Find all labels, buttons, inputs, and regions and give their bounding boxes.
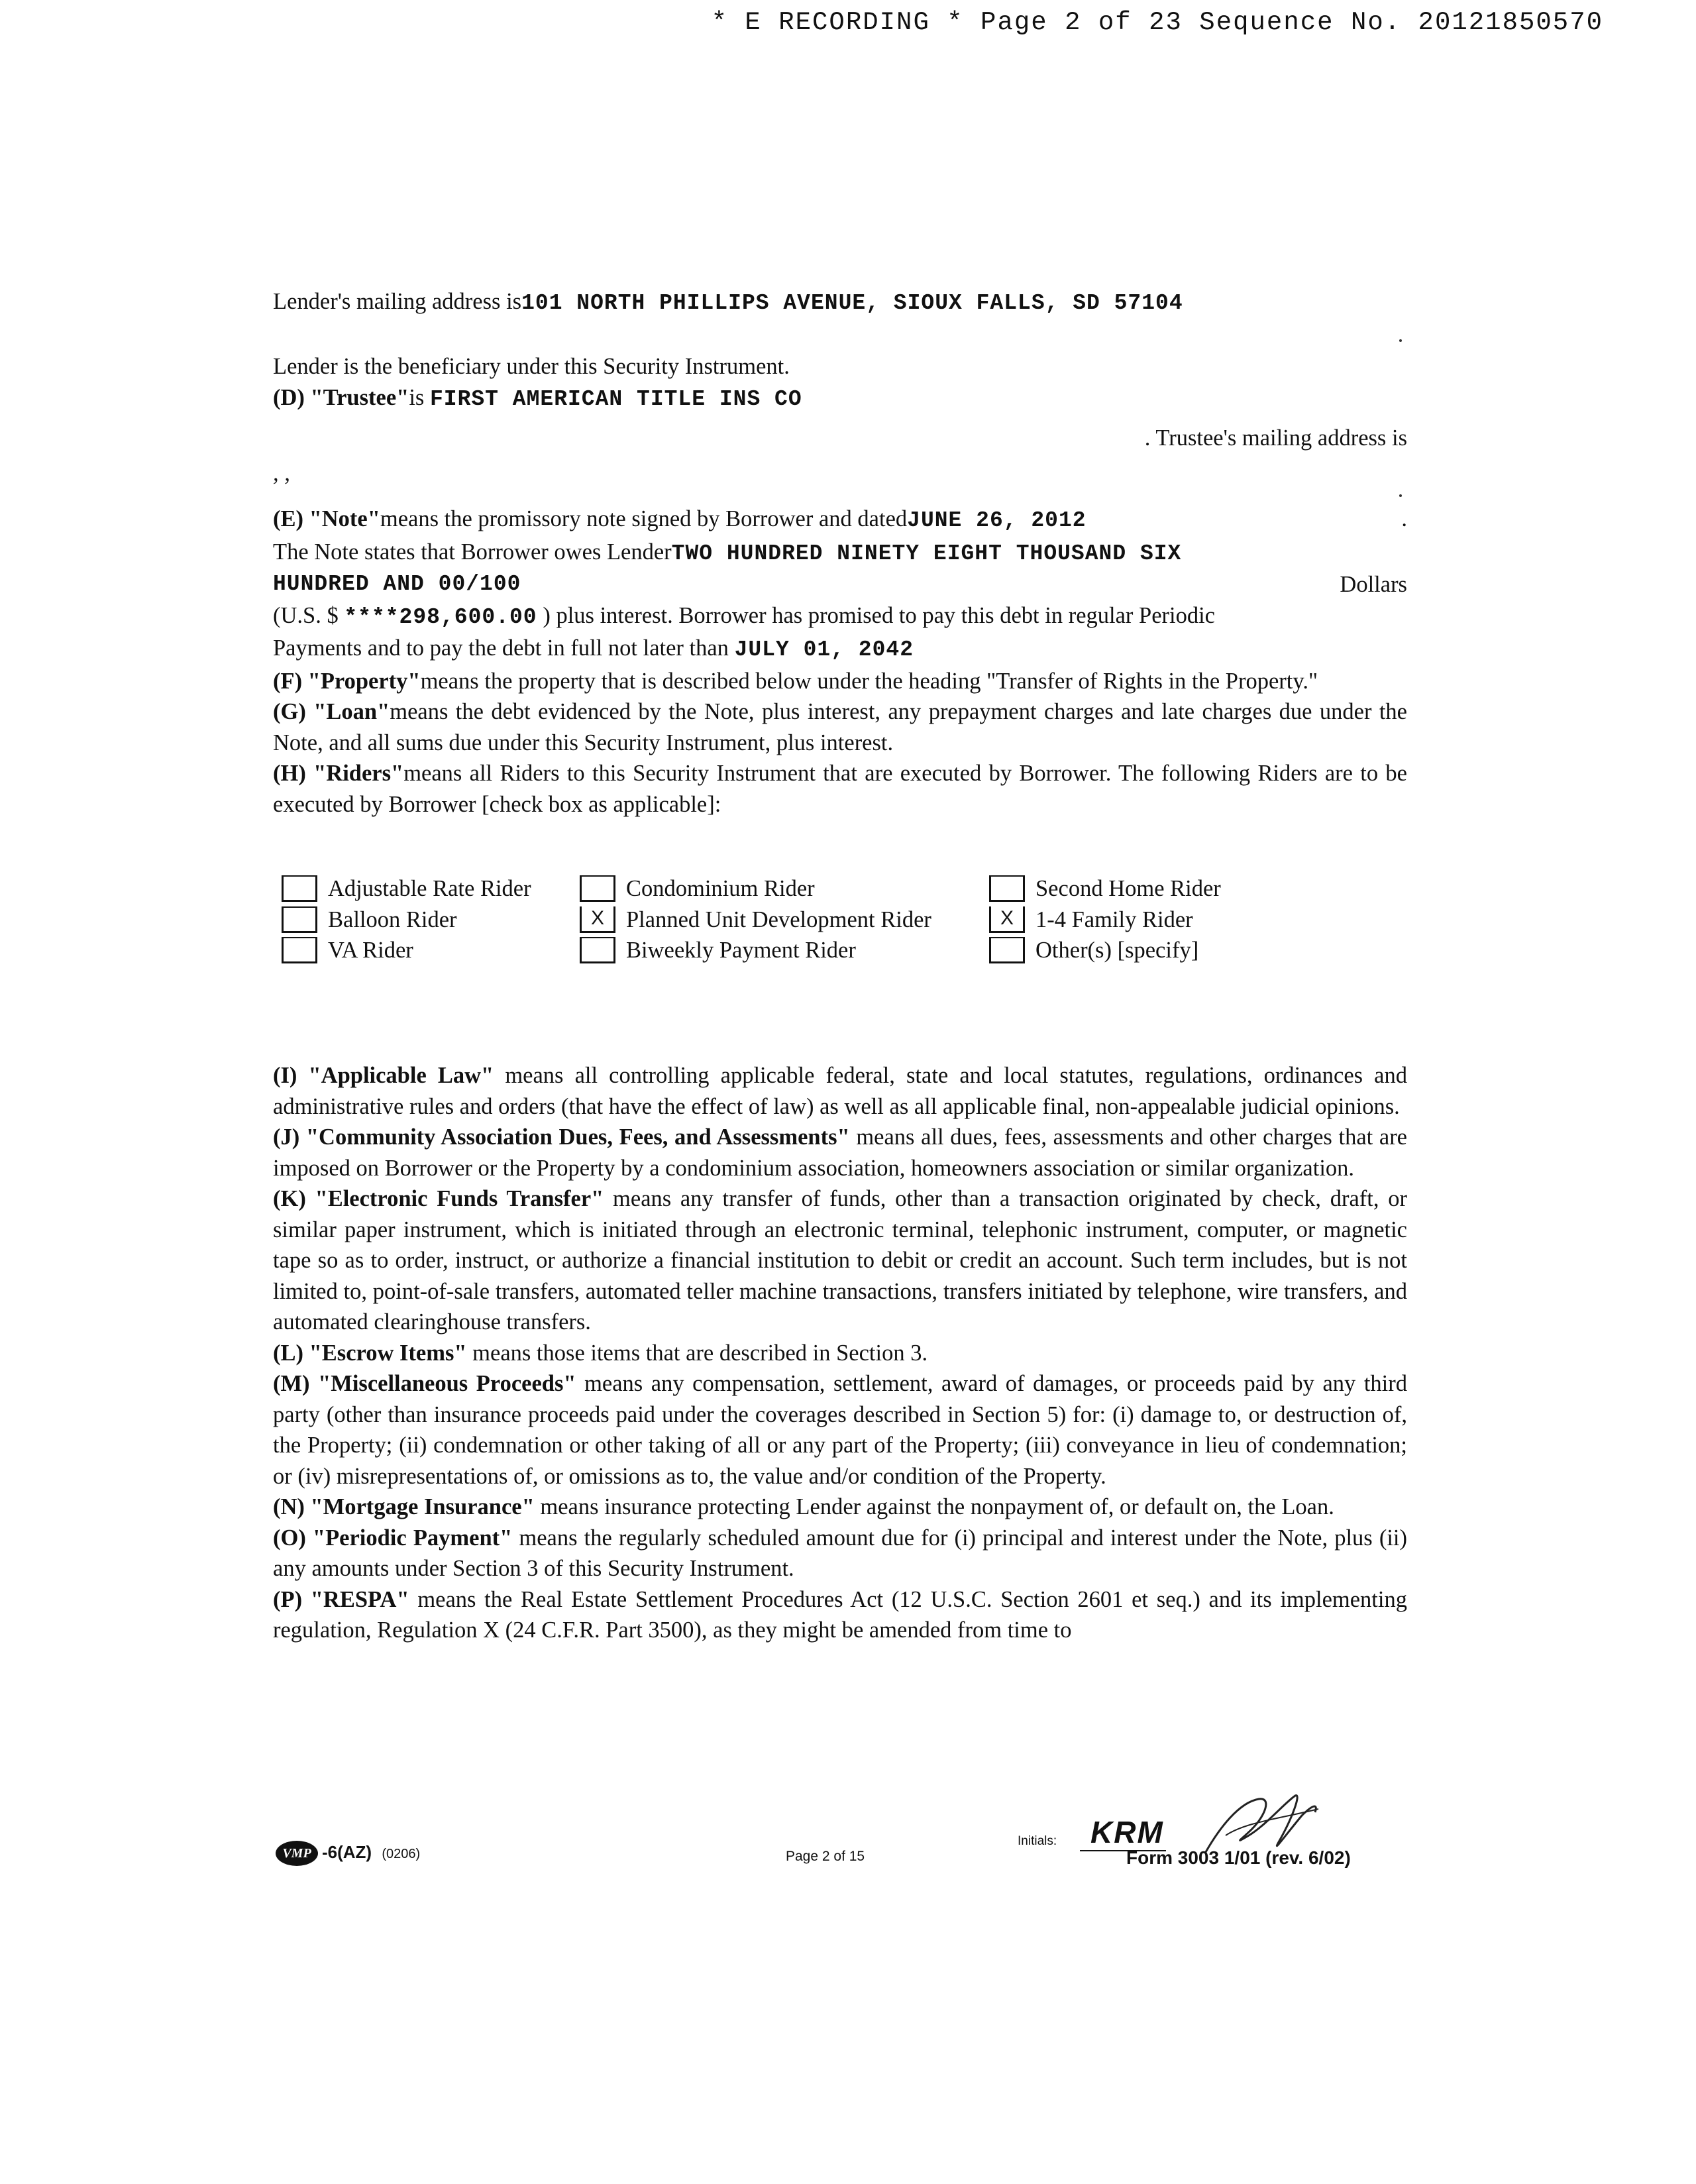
rider-checkbox[interactable]: [282, 875, 317, 902]
definition-label: (I) "Applicable Law": [273, 1063, 494, 1088]
rider-1-4-family[interactable]: [989, 904, 1221, 936]
definition-label: (J) "Community Association Dues, Fees, and Assessments": [273, 1124, 850, 1150]
form-date: (0206): [382, 1847, 421, 1861]
definition-community-association-dues: [273, 1122, 1407, 1183]
riders-column-3: [989, 873, 1221, 966]
definition-label: (L) "Escrow Items": [273, 1340, 467, 1366]
rider-biweekly-payment[interactable]: [580, 935, 931, 966]
note-text-2: The Note states that Borrower owes Lender: [273, 539, 672, 565]
rider-planned-unit-development[interactable]: [580, 904, 931, 936]
note-amount: ****298,600.00: [344, 604, 537, 629]
loan-label: (G) "Loan": [273, 699, 390, 724]
definition-text: means the regularly scheduled amount due for (i) principal and interest under the Note, plus (ii) any amounts under Section 3 of this Security Instrument.: [273, 1525, 1407, 1581]
note-line-2: [273, 537, 1407, 570]
riders-label: (H) "Riders": [273, 761, 404, 786]
lender-section: [273, 286, 1407, 319]
definition-label: (N) "Mortgage Insurance": [273, 1494, 535, 1519]
vmp-logo: VMP: [276, 1841, 318, 1866]
definition-riders: [273, 758, 1407, 820]
trustee-label: (D) "Trustee": [273, 384, 409, 410]
definition-property: [273, 666, 1407, 697]
definition-escrow-items: [273, 1338, 1407, 1369]
note-dollars: Dollars: [1340, 572, 1407, 597]
property-text: means the property that is described below under the heading "Transfer of Rights in the Property.": [420, 668, 1318, 694]
note-label: (E) "Note": [273, 506, 380, 531]
definition-text: means the Real Estate Settlement Procedures Act (12 U.S.C. Section 2601 et seq.) and its implementing regulation, Regulation X (24 C.F.R. Part 3500), as they might be amended from time to: [273, 1586, 1407, 1643]
definition-text: means insurance protecting Lender against the nonpayment of, or default on, the Loan.: [534, 1494, 1334, 1519]
form-number: Form 3003 1/01 (rev. 6/02): [1126, 1847, 1351, 1868]
definition-text: means those items that are described in Section 3.: [466, 1340, 928, 1366]
riders-text: means all Riders to this Security Instrument that are executed by Borrower. The following Riders are to be executed by Borrower [check box as applicable]:: [273, 761, 1407, 817]
note-line-5: [273, 633, 1407, 666]
rider-checkbox[interactable]: X: [989, 906, 1025, 933]
rider-checkbox[interactable]: [989, 875, 1025, 902]
recording-header: * E RECORDING * Page 2 of 23 Sequence No. 20121850570: [711, 8, 1603, 37]
rider-checkbox[interactable]: [580, 937, 615, 963]
rider-label: Condominium Rider: [626, 876, 815, 901]
rider-checkbox[interactable]: [989, 937, 1025, 963]
rider-adjustable-rate[interactable]: [282, 873, 531, 904]
rider-condominium[interactable]: [580, 873, 931, 904]
trustee-mailing-label: . Trustee's mailing address is: [1144, 425, 1407, 451]
rider-checkbox[interactable]: [580, 875, 615, 902]
definition-label: (K) "Electronic Funds Transfer": [273, 1186, 604, 1211]
note-period: .: [1401, 506, 1407, 531]
definitions-list: [273, 1060, 1407, 1646]
note-amount-words-1: TWO HUNDRED NINETY EIGHT THOUSAND SIX: [671, 541, 1182, 566]
definition-loan: [273, 696, 1407, 758]
note-text-4: Payments and to pay the debt in full not later than: [273, 635, 729, 661]
rider-label: VA Rider: [328, 938, 413, 963]
trustee-is: is: [409, 384, 425, 410]
fill-dot: [1399, 494, 1402, 497]
riders-column-2: [580, 873, 931, 966]
lender-beneficiary: Lender is the beneficiary under this Security Instrument.: [273, 354, 790, 379]
note-section: [273, 504, 1407, 820]
rider-second-home[interactable]: [989, 873, 1221, 904]
rider-label: Second Home Rider: [1035, 876, 1221, 901]
rider-label: Other(s) [specify]: [1035, 938, 1199, 963]
loan-text: means the debt evidenced by the Note, plus interest, any prepayment charges and late charges due under the Note, and all sums due under this Security Instrument, plus interest.: [273, 699, 1407, 755]
initials-label: Initials:: [1018, 1834, 1057, 1848]
lender-address-value: 101 NORTH PHILLIPS AVENUE, SIOUX FALLS, SD 57104: [521, 291, 1183, 315]
rider-va[interactable]: [282, 935, 531, 966]
rider-balloon[interactable]: [282, 904, 531, 936]
trustee-mailing-value: , ,: [273, 460, 290, 486]
definition-periodic-payment: [273, 1523, 1407, 1584]
definition-applicable-law: [273, 1060, 1407, 1122]
trustee-line: [273, 382, 1407, 415]
lender-address-label: Lender's mailing address is: [273, 289, 522, 314]
rider-label: Balloon Rider: [328, 906, 457, 932]
definition-respa: [273, 1584, 1407, 1646]
rider-checkbox[interactable]: [282, 937, 317, 963]
note-maturity: JULY 01, 2042: [734, 637, 914, 662]
definition-text: means any transfer of funds, other than a transaction originated by check, draft, or similar paper instrument, which is initiated through an electronic terminal, telephonic instrument, computer, or magnetic tape so as to order, instruct, or authorize a financial institution to debit or credit an account. Such term includes, but is not limited to, point-of-sale transfers, automated teller machine transactions, transfers initiated by telephone, wire transfers, and automated clearinghouse transfers.: [273, 1186, 1407, 1335]
definition-electronic-funds-transfer: [273, 1183, 1407, 1338]
riders-column-1: [282, 873, 531, 966]
fill-dot: [1399, 339, 1402, 342]
note-us-prefix: (U.S. $: [273, 602, 339, 628]
form-code-line: [322, 1842, 420, 1863]
note-date: JUNE 26, 2012: [907, 508, 1086, 533]
note-text-3: ) plus interest. Borrower has promised to pay this debt in regular Periodic: [543, 602, 1215, 628]
definition-text: means any compensation, settlement, award of damages, or proceeds paid by any third party (other than insurance proceeds paid under the coverages described in Section 5) for: (i) damage to, or destruction of, the Property; (ii) condemnation or other taking of all or any part of the Property; (iii) conveyance in lieu of condemnation; or (iv) misrepresentations of, or omissions as to, the value and/or condition of the Property.: [273, 1371, 1407, 1489]
definition-text: means all dues, fees, assessments and other charges that are imposed on Borrower or the Property by a condominium association, homeowners association or similar organization.: [273, 1124, 1407, 1181]
note-line-4: [273, 600, 1407, 633]
definition-label: (M) "Miscellaneous Proceeds": [273, 1371, 576, 1396]
note-line-1: [273, 504, 1407, 537]
rider-checkbox[interactable]: [282, 906, 317, 933]
definition-text: means all controlling applicable federal, state and local statutes, regulations, ordinances and administrative rules and orders (that have the effect of law) as well as all applicable final, non-appealable judicial opinions.: [273, 1063, 1407, 1119]
note-amount-words-2: HUNDRED AND 00/100: [273, 572, 521, 596]
rider-label: 1-4 Family Rider: [1035, 906, 1193, 932]
trustee-section: [273, 351, 1407, 488]
rider-label: Adjustable Rate Rider: [328, 876, 531, 901]
definition-miscellaneous-proceeds: [273, 1368, 1407, 1492]
rider-checkbox[interactable]: X: [580, 906, 615, 933]
page-number: Page 2 of 15: [786, 1849, 865, 1864]
note-text-1: means the promissory note signed by Borrower and dated: [380, 506, 908, 531]
lender-address-line: [273, 286, 1407, 319]
trustee-value: FIRST AMERICAN TITLE INS CO: [429, 386, 802, 411]
rider-label: Biweekly Payment Rider: [626, 938, 856, 963]
rider-others[interactable]: [989, 935, 1221, 966]
rider-label: Planned Unit Development Rider: [626, 906, 931, 932]
definition-label: (O) "Periodic Payment": [273, 1525, 513, 1551]
form-code: -6(AZ): [322, 1842, 372, 1862]
property-label: (F) "Property": [273, 668, 421, 694]
note-line-3: [273, 569, 1407, 600]
definition-mortgage-insurance: [273, 1492, 1407, 1523]
initials-value[interactable]: KRM: [1090, 1815, 1164, 1849]
definition-label: (P) "RESPA": [273, 1586, 409, 1612]
